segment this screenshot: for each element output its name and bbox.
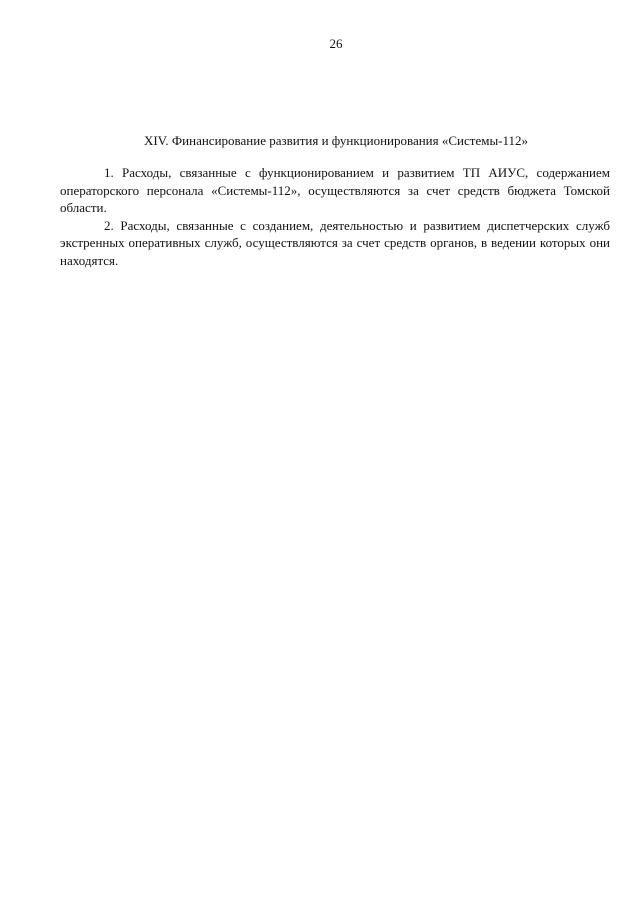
document-body bbox=[60, 164, 610, 269]
paragraph-1: 1. Расходы, связанные с функционированием и развитием ТП АИУС, содержанием операторского персонала «Системы-112», осуществляются за счет средств бюджета Томской области. bbox=[60, 165, 610, 215]
page-number: 26 bbox=[329, 36, 343, 51]
paragraph-2: 2. Расходы, связанные с созданием, деятельностью и развитием диспетчерских служб экстренных оперативных служб, осуществляются за счет средств органов, в ведении которых они находятся. bbox=[60, 217, 610, 268]
section-title: XIV. Финансирование развития и функционирования «Системы-112» bbox=[143, 133, 529, 148]
